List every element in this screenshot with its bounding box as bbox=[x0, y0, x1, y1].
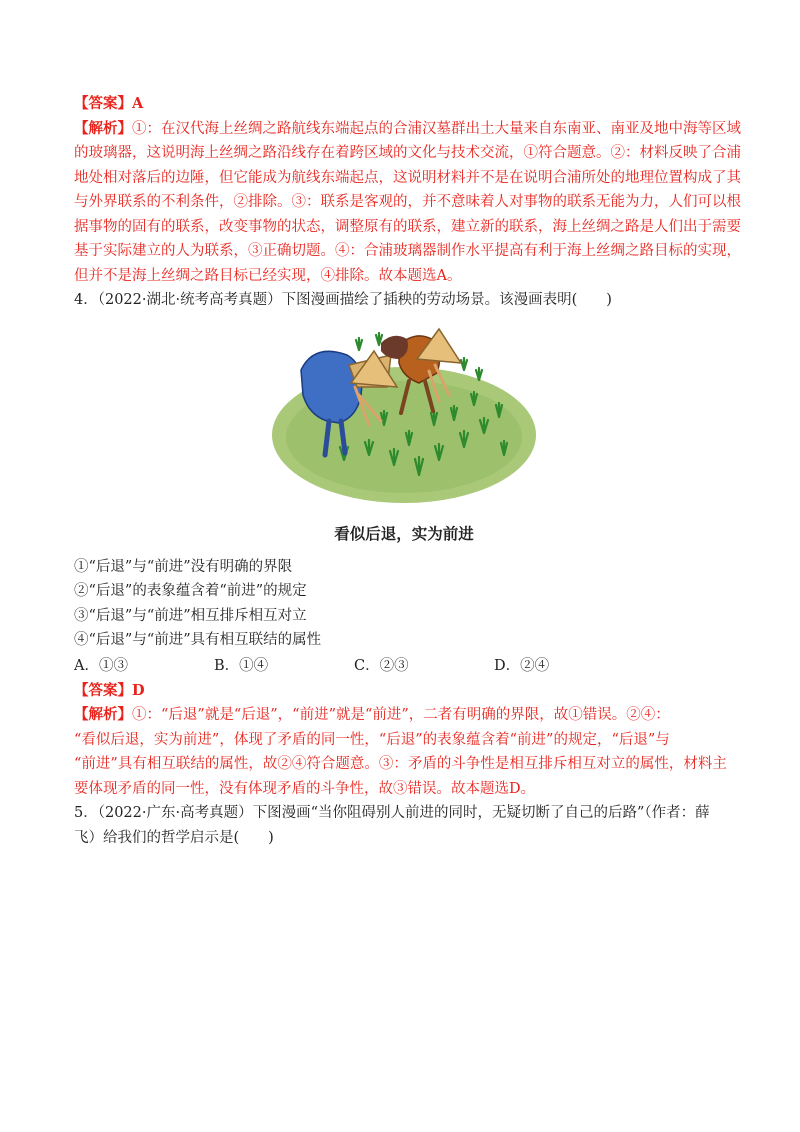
q4-statement: ④“后退”与“前进”具有相互联结的属性 bbox=[74, 632, 322, 648]
q3-analysis-text: ①：在汉代海上丝绸之路航线东端起点的合浦汉墓群出土大量来自东南亚、南亚及地中海等区域 bbox=[132, 120, 741, 137]
q3-analysis-line: 据事物的固有的联系，改变事物的状态，调整原有的联系，建立新的联系，海上丝绸之路是人们出于需要 bbox=[74, 218, 741, 235]
q4-statement: ②“后退”的表象蕴含着“前进”的规定 bbox=[74, 583, 307, 599]
q3-analysis-line: 地处相对落后的边陲，但它能成为航线东端起点，这说明材料并不是在说明合浦所处的地理位置构成了其 bbox=[74, 169, 741, 186]
q3-analysis-tag: 【解析】 bbox=[74, 119, 132, 137]
q5-stem-line: 5．（2022·广东·高考真题）下图漫画“当你阻碍别人前进的同时，无疑切断了自己的后路”（作者：薛 bbox=[74, 805, 710, 821]
q4-analysis-line: “前进”具有相互联结的属性，故②④符合题意。③：矛盾的斗争性是相互排斥相互对立的属性，材料主 bbox=[74, 756, 727, 772]
q3-analysis-line: 的玻璃器，这说明海上丝绸之路沿线存在着跨区域的文化与技术交流，①符合题意。②：材料反映了合浦 bbox=[74, 145, 741, 161]
q4-answer-value: D bbox=[132, 681, 145, 699]
q4-statement: ③“后退”与“前进”相互排斥相互对立 bbox=[74, 607, 307, 624]
q4-option-d: D．②④ bbox=[494, 657, 550, 674]
rice-planting-cartoon bbox=[74, 325, 734, 515]
q4-analysis-line bbox=[74, 703, 734, 728]
q3-answer bbox=[74, 92, 734, 117]
q4-options bbox=[74, 653, 734, 679]
q4-statement: ①“后退”与“前进”没有明确的界限 bbox=[74, 558, 293, 575]
q4-option-c: C．②③ bbox=[354, 657, 409, 674]
q4-answer bbox=[74, 679, 734, 704]
q4-option-a: A．①③ bbox=[74, 657, 128, 674]
q4-analysis-line: 要体现矛盾的同一性，没有体现矛盾的斗争性，故③错误。故本题选D。 bbox=[74, 780, 536, 797]
q4-analysis-tag: 【解析】 bbox=[74, 706, 132, 723]
page-content bbox=[74, 92, 741, 850]
q4-analysis-line: “看似后退，实为前进”，体现了矛盾的同一性，“后退”的表象蕴含着“前进”的规定，“后退”与 bbox=[74, 731, 670, 748]
q3-answer-tag: 【答案】 bbox=[74, 95, 132, 112]
rice-field-illustration bbox=[269, 325, 539, 510]
q4-answer-tag: 【答案】 bbox=[74, 681, 132, 699]
q4-option-b: B．①④ bbox=[214, 657, 269, 674]
q5-stem-line: 飞）给我们的哲学启示是( ) bbox=[74, 829, 274, 846]
cartoon-caption: 看似后退，实为前进 bbox=[334, 523, 474, 543]
q4-analysis-text: ①：“后退”就是“后退”，“前进”就是“前进”，二者有明确的界限，故①错误。②④： bbox=[132, 707, 670, 723]
q4-stem: 4．（2022·湖北·统考高考真题）下图漫画描绘了插秧的劳动场景。该漫画表明( ) bbox=[74, 292, 612, 308]
q3-analysis-line: 与外界联系的不利条件，②排除。③：联系是客观的，并不意味着人对事物的联系无能为力，人们可以根 bbox=[74, 194, 741, 210]
q3-analysis-line: 基于实际建立的人为联系，③正确切题。④：合浦玻璃器制作水平提高有利于海上丝绸之路目标的实现， bbox=[74, 243, 741, 259]
q3-analysis-line bbox=[74, 117, 741, 142]
q3-analysis-line: 但并不是海上丝绸之路目标已经实现，④排除。故本题选A。 bbox=[74, 267, 462, 284]
q3-answer-value: A bbox=[132, 95, 144, 112]
